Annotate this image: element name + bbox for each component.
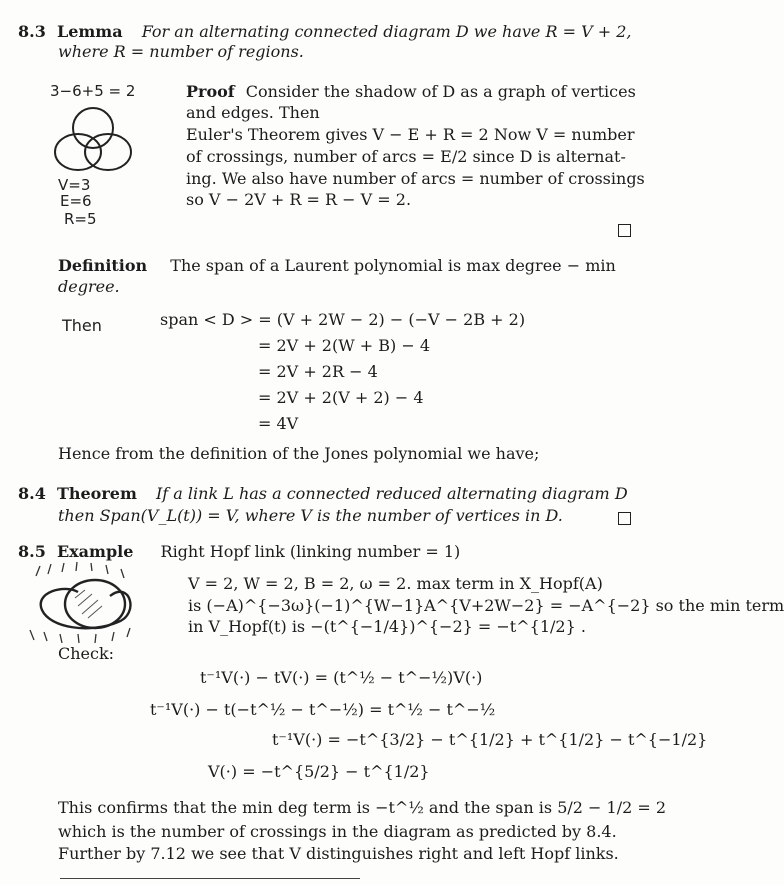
theta-graph-sketch [48, 100, 138, 180]
derivation-line-1: span < D > = (V + 2W − 2) − (−V − 2B + 2) [160, 310, 526, 329]
vertex-count-note: V=3 [58, 176, 91, 194]
lemma-header [18, 22, 632, 42]
theorem-end-box [618, 510, 631, 529]
check-eq-4: V(·) = −t^{5/2} − t^{1/2} [208, 762, 430, 781]
lemma-line-2: where R = number of regions. [58, 42, 304, 61]
definition-line-2: degree. [58, 277, 120, 296]
check-label: Check: [58, 644, 115, 663]
example-title: Right Hopf link (linking number = 1) [160, 542, 461, 561]
example-line-1: V = 2, W = 2, B = 2, ω = 2. max term in X_Hopf(A) [188, 574, 603, 593]
proof-line-4: of crossings, number of arcs = E/2 since D is alternat- [186, 147, 626, 166]
theorem-number: 8.4 [18, 484, 46, 503]
hence-line: Hence from the definition of the Jones polynomial we have; [58, 444, 540, 463]
derivation-line-3: = 2V + 2R − 4 [258, 362, 378, 381]
proof-line-3: Euler's Theorem gives V − E + R = 2 Now V = number [186, 125, 635, 144]
bottom-rule [60, 878, 360, 879]
definition-heading: Definition [58, 256, 148, 275]
edge-count-note: E=6 [60, 192, 92, 210]
conclusion-line-1: This confirms that the min deg term is −t^½ and the span is 5/2 − 1/2 = 2 [58, 798, 667, 817]
theorem-line-1: 8.4 Theorem If a link L has a connected reduced alternating diagram D [18, 484, 628, 503]
hopf-link-sketch [20, 562, 160, 644]
proof-heading: Proof [186, 82, 235, 101]
derivation-line-5: = 4V [258, 414, 299, 433]
theorem-heading: Theorem [56, 484, 137, 503]
qed-box [618, 222, 631, 241]
example-line-2: is (−A)^{−3ω}(−1)^{W−1}A^{V+2W−2} = −A^{−2} so the min term [188, 596, 784, 615]
lemma-line-1: For an alternating connected diagram D we have R = V + 2, [141, 22, 632, 41]
proof-line-6: so V − 2V + R = R − V = 2. [186, 190, 412, 209]
lemma-heading: Lemma [56, 22, 123, 41]
region-count-note: R=5 [64, 210, 97, 228]
conclusion-line-2: which is the number of crossings in the diagram as predicted by 8.4. [58, 822, 617, 841]
derivation-line-4: = 2V + 2(V + 2) − 4 [258, 388, 424, 407]
proof-line-2: and edges. Then [186, 103, 320, 122]
example-number: 8.5 [18, 542, 46, 561]
euler-check-note: 3−6+5 = 2 [50, 82, 136, 100]
theorem-line-2: then Span(V_L(t)) = V, where V is the number of vertices in D. [58, 506, 563, 525]
proof-line-5: ing. We also have number of arcs = number of crossings [186, 169, 645, 188]
example-line-3: in V_Hopf(t) is −(t^{−1/4})^{−2} = −t^{1/2} . [188, 617, 586, 636]
example-line [18, 542, 460, 562]
check-eq-2: t⁻¹V(·) − t(−t^½ − t^−½) = t^½ − t^−½ [150, 700, 496, 719]
example-heading: Example [56, 542, 134, 561]
derivation-line-2: = 2V + 2(W + B) − 4 [258, 336, 431, 355]
lemma-number: 8.3 [18, 22, 46, 41]
check-eq-1: t⁻¹V(·) − tV(·) = (t^½ − t^−½)V(·) [200, 668, 483, 687]
definition-line-1: Definition The span of a Laurent polynomial is max degree − min [58, 256, 616, 275]
proof-line-1: Proof Consider the shadow of D as a graph of vertices [186, 82, 636, 101]
conclusion-line-3: Further by 7.12 we see that V distinguishes right and left Hopf links. [58, 844, 619, 863]
check-eq-3: t⁻¹V(·) = −t^{3/2} − t^{1/2} + t^{1/2} − t^{−1/2} [272, 730, 708, 749]
then-note: Then [62, 316, 102, 335]
